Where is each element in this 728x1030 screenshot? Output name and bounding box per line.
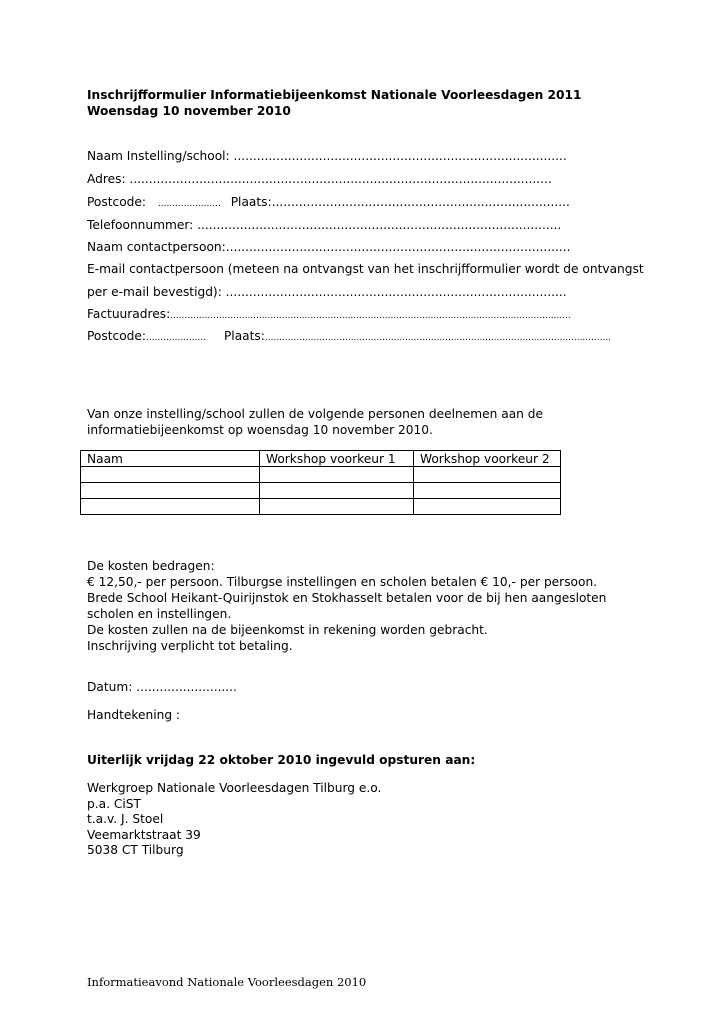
address-line: Werkgroep Nationale Voorleesdagen Tilburg e.o. [87,781,382,795]
address-line: t.a.v. J. Stoel [87,812,164,826]
plaats2-dots[interactable]: ......................................................................................................................... [264,333,612,343]
deadline-heading: Uiterlijk vrijdag 22 oktober 2010 ingevuld opsturen aan: [87,753,476,767]
table-cell-workshop-2[interactable] [414,467,561,483]
postcode2-dots[interactable]: ..................... [146,333,207,343]
factuuradres-label: Factuuradres: [87,307,171,321]
postcode2-label: Postcode: [87,329,146,343]
page-footer: Informatieavond Nationale Voorleesdagen 2010 [87,975,367,989]
form-subtitle: Woensdag 10 november 2010 [87,104,291,118]
table-cell-naam[interactable] [81,483,260,499]
table-cell-workshop-1[interactable] [260,483,414,499]
intro-line-1: Van onze instelling/school zullen de volgende personen deelnemen aan de [87,407,543,421]
address-line: p.a. CiST [87,796,141,811]
field-telefoon[interactable]: Telefoonnummer: .............................................................................................. [87,218,562,232]
field-email-line2[interactable]: per e-mail bevestigd): ........................................................................................ [87,285,567,299]
participants-table [80,450,561,515]
column-header-workshop-2: Workshop voorkeur 2 [414,451,561,467]
table-cell-workshop-2[interactable] [414,499,561,515]
address-line: Veemarktstraat 39 [87,827,201,842]
field-contactpersoon[interactable]: Naam contactpersoon:......................................................................................... [87,240,571,254]
table-header-row [81,451,561,467]
costs-line: € 12,50,- per persoon. Tilburgse instellingen en scholen betalen € 10,- per persoon. [87,575,598,589]
table-row [81,467,561,483]
table-cell-workshop-1[interactable] [260,467,414,483]
factuuradres-dots[interactable]: ............................................................................................................................................ [170,311,571,321]
costs-section [87,558,606,654]
field-adres[interactable]: Adres: ............................................................................................................. [87,172,552,186]
address-line: 5038 CT Tilburg [87,843,184,857]
postcode-label: Postcode: [87,195,146,209]
postcode-dots[interactable]: ...................... [157,199,221,209]
plaats-field[interactable]: Plaats:............................................................................. [230,195,570,209]
field-handtekening[interactable]: Handtekening : [87,708,181,722]
costs-line: Inschrijving verplicht tot betaling. [87,639,293,653]
field-factuuradres[interactable] [87,307,571,324]
field-naam-instelling[interactable]: Naam Instelling/school: ...................................................................................... [87,149,567,163]
column-header-naam: Naam [81,451,260,467]
table-row [81,499,561,515]
intro-text [87,406,543,438]
field-datum[interactable]: Datum: .......................... [87,680,237,694]
table-row [81,483,561,499]
table-cell-workshop-2[interactable] [414,483,561,499]
plaats2-label: Plaats: [223,329,265,343]
costs-line: De kosten zullen na de bijeenkomst in rekening worden gebracht. [87,623,488,637]
field-postcode-plaats[interactable] [87,195,570,212]
column-header-workshop-1: Workshop voorkeur 1 [260,451,414,467]
form-title: Inschrijfformulier Informatiebijeenkomst Nationale Voorleesdagen 2011 [87,88,582,102]
costs-line: De kosten bedragen: [87,559,215,573]
costs-line: Brede School Heikant-Quirijnstok en Stokhasselt betalen voor de bij hen aangesloten [87,591,607,605]
table-cell-naam[interactable] [81,467,260,483]
return-address [87,781,381,859]
intro-line-2: informatiebijeenkomst op woensdag 10 november 2010. [87,423,433,437]
table-cell-naam[interactable] [81,499,260,515]
costs-line: scholen en instellingen. [87,607,232,621]
field-email-line1: E-mail contactpersoon (meteen na ontvangst van het inschrijfformulier wordt de ontvangst [87,262,644,276]
field-postcode2-plaats2[interactable] [87,329,611,346]
table-cell-workshop-1[interactable] [260,499,414,515]
